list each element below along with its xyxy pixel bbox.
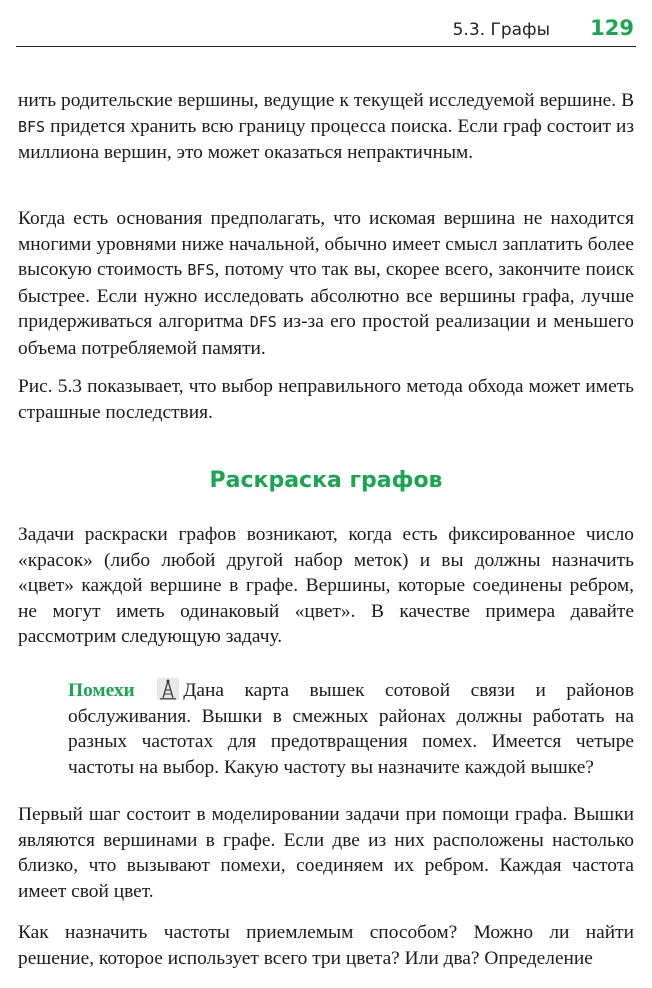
paragraph-6-text: Как назначить частоты приемлемым способом? Можно ли найти решение, которое использует всего три цвета? Или два? Определение: [18, 922, 634, 969]
paragraph-3-text: Рис. 5.3 показывает, что выбор неправильного метода обхода может иметь страшные последствия.: [18, 376, 634, 423]
paragraph-5: [18, 802, 634, 904]
paragraph-4: [18, 522, 634, 650]
paragraph-2-text-b: , потому что так вы, скорее всего, закончите поиск быстрее. Если нужно исследовать абсолютно все вершины графа, лучше придерживаться алгоритма: [18, 259, 634, 332]
paragraph-1-text: нить родительские вершины, ведущие к текущей исследуемой вершине. В: [18, 90, 634, 111]
section-heading: Раскраска графов: [209, 468, 443, 493]
paragraph-2: [18, 206, 634, 361]
cell-tower-icon: [157, 678, 179, 700]
page-number: 129: [590, 16, 634, 40]
code-bfs: BFS: [18, 117, 46, 136]
running-header-section: 5.3. Графы: [452, 20, 550, 40]
code-dfs: DFS: [249, 313, 277, 331]
page-header: [16, 0, 636, 47]
paragraph-6: [18, 920, 634, 971]
code-bfs: BFS: [187, 261, 215, 279]
paragraph-3: [18, 374, 634, 425]
problem-box: [68, 678, 634, 780]
paragraph-2-text-a: Когда есть основания предполагать, что искомая вершина не находится многими уровнями ниже начальной, обычно имеет смысл заплатить более высокую стоимость: [18, 208, 634, 280]
problem-label: Помехи: [68, 680, 135, 701]
paragraph-1-tail: придется хранить всю границу процесса поиска. Если граф состоит из миллиона вершин, это может оказаться непрактичным.: [18, 115, 634, 163]
paragraph-4-text: Задачи раскраски графов возникают, когда есть фиксированное число «красок» (либо любой другой набор меток) и вы должны назначить «цвет» каждой вершине в графе. Вершины, которые соединены ребром, не могут иметь одинаковый «цвет». В качестве примера давайте рассмотрим следующую задачу.: [18, 524, 634, 647]
paragraph-5-text: Первый шаг состоит в моделировании задачи при помощи графа. Вышки являются вершинами в графе. Если две из них расположены настолько близко, что вызывают помехи, соединяем их ребром. Каждая частота имеет свой цвет.: [18, 804, 634, 902]
paragraph-1: [18, 88, 634, 166]
problem-text: Дана карта вышек сотовой связи и районов обслуживания. Вышки в смежных районах должны работать на разных частотах для предотвращения помех. Имеется четыре частоты на выбор. Какую частоту вы назначите каждой вышке?: [68, 680, 634, 778]
paragraph-2-text-c: из-за его простой реализации и меньшего объема потребляемой памяти.: [18, 311, 634, 359]
